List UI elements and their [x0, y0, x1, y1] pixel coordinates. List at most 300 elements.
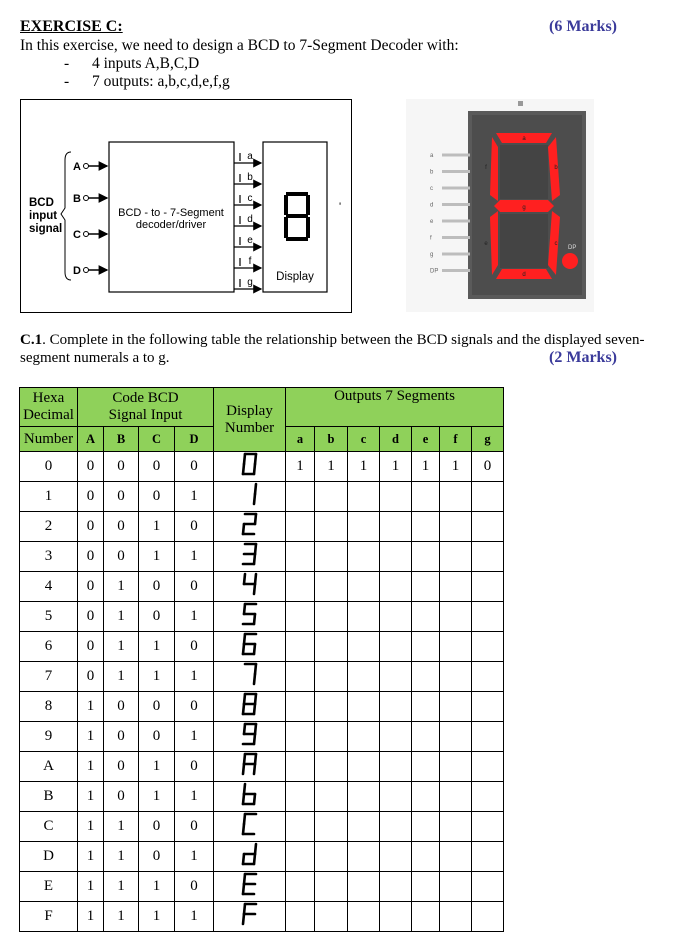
glyph-segment-f: [244, 784, 245, 794]
output-cell[interactable]: [315, 512, 348, 542]
output-cell[interactable]: 0: [472, 452, 504, 482]
segment-col-c: c: [348, 427, 380, 452]
input-cell: 1: [78, 782, 104, 812]
glyph-segment-c: [254, 494, 255, 504]
hex-cell: 6: [20, 632, 78, 662]
svg-text:C: C: [73, 229, 81, 241]
input-cell: 0: [139, 692, 175, 722]
input-cell: 0: [104, 482, 139, 512]
input-cell: 0: [78, 512, 104, 542]
input-c: [73, 229, 107, 241]
glyph-segment-f: [244, 814, 245, 824]
hex-header-line1: Hexa: [32, 390, 65, 406]
output-cell[interactable]: [380, 482, 412, 512]
output-cell[interactable]: [348, 602, 380, 632]
output-cell[interactable]: [286, 782, 315, 812]
display-cell: [214, 782, 286, 812]
glyph-segment-e: [243, 824, 244, 834]
decoder-label-line2: decoder/driver: [135, 219, 207, 231]
output-cell[interactable]: [472, 812, 504, 842]
output-cell[interactable]: 1: [412, 452, 440, 482]
side-label-line3: signal: [29, 223, 63, 235]
output-cell[interactable]: [348, 752, 380, 782]
input-cell: 1: [175, 902, 214, 932]
hex-cell: 5: [20, 602, 78, 632]
code-header: [78, 388, 214, 427]
glyph-segment-c: [254, 734, 255, 744]
output-cell[interactable]: [380, 752, 412, 782]
table-row: [20, 722, 504, 752]
input-cell: 1: [175, 662, 214, 692]
output-cell[interactable]: [315, 572, 348, 602]
input-cell: 0: [104, 722, 139, 752]
decoder-diagram-svg: [21, 100, 350, 311]
input-cell: 1: [175, 542, 214, 572]
input-cell: 0: [78, 602, 104, 632]
output-label-b: b: [247, 172, 253, 183]
output-cell[interactable]: [440, 842, 472, 872]
display-glyph-2-icon: [239, 512, 261, 536]
output-cell[interactable]: [440, 512, 472, 542]
svg-text:B: B: [73, 193, 81, 205]
output-cell[interactable]: [315, 602, 348, 632]
output-cell[interactable]: [440, 902, 472, 932]
requirement-inputs: - 4 inputs A,B,C,D: [64, 55, 230, 73]
output-cell[interactable]: [412, 812, 440, 842]
glyph-segment-f: [244, 604, 245, 614]
input-cell: 1: [104, 632, 139, 662]
led-pin-label: DP: [430, 268, 439, 275]
hex-cell: A: [20, 752, 78, 782]
output-cell[interactable]: [348, 722, 380, 752]
input-cell: 0: [139, 452, 175, 482]
segment-col-f: f: [440, 427, 472, 452]
input-brace: [61, 152, 71, 280]
input-cell: 0: [78, 482, 104, 512]
output-cell[interactable]: [412, 752, 440, 782]
requirement-outputs: - 7 outputs: a,b,c,d,e,f,g: [64, 73, 230, 91]
output-cell[interactable]: [380, 842, 412, 872]
input-cell: 1: [78, 692, 104, 722]
led-segment-label-c: c: [554, 241, 558, 247]
input-cell: 0: [104, 452, 139, 482]
table-row: [20, 902, 504, 932]
input-cell: 0: [139, 602, 175, 632]
led-pin-label: f: [430, 235, 432, 242]
output-cell[interactable]: [380, 512, 412, 542]
output-cell[interactable]: [412, 632, 440, 662]
led-pin-f: [442, 236, 470, 239]
glyph-segment-c: [254, 674, 255, 684]
output-cell[interactable]: [380, 602, 412, 632]
input-cell: 0: [139, 842, 175, 872]
display-cell: [214, 842, 286, 872]
input-cell: 0: [175, 452, 214, 482]
output-cell[interactable]: [380, 692, 412, 722]
hex-cell: 4: [20, 572, 78, 602]
display-cell: [214, 512, 286, 542]
output-cell[interactable]: 1: [348, 452, 380, 482]
input-cell: 0: [175, 632, 214, 662]
display-cell: [214, 572, 286, 602]
table-row: [20, 602, 504, 632]
glyph-segment-b: [255, 574, 256, 584]
output-cell[interactable]: [348, 632, 380, 662]
input-cell: 0: [78, 632, 104, 662]
output-cell[interactable]: [472, 872, 504, 902]
input-cell: 0: [139, 572, 175, 602]
glyph-segment-b: [255, 844, 256, 854]
output-cell[interactable]: [412, 542, 440, 572]
glyph-segment-f: [244, 724, 245, 734]
led-pin-label: e: [430, 219, 434, 225]
input-cell: 0: [104, 782, 139, 812]
output-cell[interactable]: [412, 782, 440, 812]
output-cell[interactable]: [286, 842, 315, 872]
output-cell[interactable]: [440, 572, 472, 602]
led-segment-label-b: b: [554, 165, 558, 171]
input-cell: 1: [78, 752, 104, 782]
input-cell: 0: [104, 542, 139, 572]
input-cell: 1: [139, 782, 175, 812]
input-col-c: C: [139, 427, 175, 452]
output-label-e: e: [247, 235, 253, 246]
output-cell[interactable]: [440, 482, 472, 512]
output-cell[interactable]: [440, 722, 472, 752]
output-cell[interactable]: 1: [286, 452, 315, 482]
output-cell[interactable]: [315, 482, 348, 512]
input-cell: 0: [139, 482, 175, 512]
display-glyph-8-icon: [239, 692, 261, 716]
output-cell[interactable]: [412, 872, 440, 902]
output-label-g: g: [247, 277, 253, 288]
hex-cell: 3: [20, 542, 78, 572]
segment-col-a: a: [286, 427, 315, 452]
output-cell[interactable]: [286, 482, 315, 512]
display-cell: [214, 722, 286, 752]
intro-text: In this exercise, we need to design a BCD to 7-Segment Decoder with:: [20, 37, 459, 54]
output-cell[interactable]: [412, 722, 440, 752]
led-pin-label: b: [430, 169, 434, 176]
hex-cell: 7: [20, 662, 78, 692]
glyph-segment-e: [243, 524, 244, 534]
segment-col-e: e: [412, 427, 440, 452]
output-cell[interactable]: [348, 572, 380, 602]
table-row: [20, 632, 504, 662]
hex-cell: 0: [20, 452, 78, 482]
svg-text:D: D: [73, 265, 81, 277]
output-cell[interactable]: [315, 782, 348, 812]
table-row: [20, 662, 504, 692]
output-cell[interactable]: [348, 542, 380, 572]
output-cell[interactable]: [412, 512, 440, 542]
output-cell[interactable]: [472, 632, 504, 662]
table-row: [20, 542, 504, 572]
output-cell[interactable]: 1: [440, 452, 472, 482]
output-cell[interactable]: 1: [315, 452, 348, 482]
glyph-segment-f: [244, 634, 245, 644]
output-cell[interactable]: [412, 602, 440, 632]
input-cell: 0: [139, 722, 175, 752]
output-cell[interactable]: [472, 572, 504, 602]
input-cell: 1: [175, 482, 214, 512]
hex-cell: 9: [20, 722, 78, 752]
glyph-segment-f: [244, 454, 245, 464]
input-cell: 0: [175, 812, 214, 842]
output-cell[interactable]: [412, 662, 440, 692]
output-cell[interactable]: [380, 632, 412, 662]
hex-header-number: Number: [20, 427, 78, 452]
output-cell[interactable]: [440, 812, 472, 842]
hex-cell: 1: [20, 482, 78, 512]
exercise-title: EXERCISE C:: [20, 18, 123, 35]
output-cell[interactable]: [315, 662, 348, 692]
led-segment-label-d: d: [522, 272, 526, 278]
output-cell[interactable]: [286, 662, 315, 692]
output-cell[interactable]: [472, 482, 504, 512]
input-cell: 0: [175, 692, 214, 722]
output-cell[interactable]: 1: [380, 452, 412, 482]
display-cell: [214, 662, 286, 692]
glyph-segment-c: [254, 704, 255, 714]
led-photo-svg: [406, 99, 594, 312]
output-cell[interactable]: [315, 722, 348, 752]
glyph-segment-e: [243, 884, 244, 894]
output-cell[interactable]: [472, 662, 504, 692]
requirements-list: [64, 55, 230, 91]
output-cell[interactable]: [472, 722, 504, 752]
input-cell: 1: [78, 812, 104, 842]
output-cell[interactable]: [440, 752, 472, 782]
hex-cell: E: [20, 872, 78, 902]
output-label-d: d: [247, 214, 253, 225]
code-header-line2: Signal Input: [108, 407, 183, 423]
output-cell[interactable]: [348, 782, 380, 812]
output-cell[interactable]: [380, 872, 412, 902]
output-cell[interactable]: [286, 872, 315, 902]
output-cell[interactable]: [380, 572, 412, 602]
output-cell[interactable]: [412, 482, 440, 512]
glyph-segment-e: [243, 464, 244, 474]
input-a: [73, 161, 107, 173]
output-cell[interactable]: [315, 632, 348, 662]
output-cell[interactable]: [286, 512, 315, 542]
segment-col-d: d: [380, 427, 412, 452]
input-cell: 1: [104, 602, 139, 632]
hex-cell: 2: [20, 512, 78, 542]
input-cell: 1: [78, 722, 104, 752]
input-cell: 0: [78, 452, 104, 482]
glyph-segment-b: [255, 544, 256, 554]
decoder-block-diagram: [20, 99, 352, 313]
output-cell[interactable]: [348, 872, 380, 902]
output-cell[interactable]: [348, 812, 380, 842]
input-cell: 0: [78, 572, 104, 602]
table-row: [20, 692, 504, 722]
display-glyph-4-icon: [239, 572, 261, 596]
output-cell[interactable]: [412, 572, 440, 602]
decoder-label-line1: BCD - to - 7-Segment: [118, 207, 224, 219]
question-marks: (2 Marks): [549, 349, 617, 366]
output-cell[interactable]: [286, 692, 315, 722]
seven-segment-led-photo: [406, 99, 594, 312]
output-cell[interactable]: [380, 662, 412, 692]
led-pin-c: [442, 187, 470, 190]
output-cell[interactable]: [315, 542, 348, 572]
input-cell: 1: [78, 902, 104, 932]
display-cell: [214, 602, 286, 632]
output-cell[interactable]: [412, 902, 440, 932]
output-cell[interactable]: [315, 692, 348, 722]
output-cell[interactable]: [286, 752, 315, 782]
led-pin-g: [442, 253, 470, 256]
output-cell[interactable]: [440, 782, 472, 812]
hex-cell: B: [20, 782, 78, 812]
output-cell[interactable]: [380, 722, 412, 752]
led-pin-dp: [442, 269, 470, 272]
input-cell: 1: [139, 872, 175, 902]
output-cell[interactable]: [440, 692, 472, 722]
output-cell[interactable]: [440, 872, 472, 902]
input-col-b: B: [104, 427, 139, 452]
output-cell[interactable]: [315, 842, 348, 872]
display-label: Display: [276, 271, 314, 283]
input-cell: 0: [175, 752, 214, 782]
led-pin-label: g: [430, 252, 434, 258]
output-cell[interactable]: [440, 632, 472, 662]
side-label-line2: input: [29, 210, 58, 222]
output-cell[interactable]: [348, 512, 380, 542]
output-cell[interactable]: [286, 722, 315, 752]
output-cell[interactable]: [472, 842, 504, 872]
output-cell[interactable]: [440, 602, 472, 632]
display-glyph-6-icon: [239, 632, 261, 656]
led-pin-a: [442, 154, 470, 157]
display-cell: [214, 632, 286, 662]
led-pin-d: [442, 203, 470, 206]
glyph-segment-c: [254, 614, 255, 624]
display-cell: [214, 692, 286, 722]
led-pin-b: [442, 170, 470, 173]
glyph-segment-f: [244, 754, 245, 764]
output-cell[interactable]: [286, 542, 315, 572]
led-dp-dot: [562, 253, 578, 269]
output-cell[interactable]: [440, 662, 472, 692]
display-header-line1: Display: [226, 402, 273, 419]
input-cell: 1: [175, 602, 214, 632]
output-cell[interactable]: [380, 812, 412, 842]
output-cell[interactable]: [348, 902, 380, 932]
led-pin-label: c: [430, 186, 433, 192]
output-cell[interactable]: [315, 902, 348, 932]
output-label-c: c: [247, 193, 253, 204]
output-cell[interactable]: [348, 692, 380, 722]
output-cell[interactable]: [380, 902, 412, 932]
input-cell: 1: [139, 512, 175, 542]
glyph-segment-f: [244, 874, 245, 884]
hex-cell: C: [20, 812, 78, 842]
output-cell[interactable]: [348, 482, 380, 512]
glyph-segment-f: [244, 904, 245, 914]
display-glyph-e-icon: [239, 872, 261, 896]
display-glyph-5-icon: [239, 602, 261, 626]
hex-header-line2: Decimal: [23, 407, 74, 423]
display-header-line2: Number: [224, 419, 275, 436]
output-cell[interactable]: [472, 902, 504, 932]
input-b: [73, 193, 107, 205]
glyph-segment-b: [255, 454, 256, 464]
output-cell[interactable]: [286, 902, 315, 932]
display-glyph-3-icon: [239, 542, 261, 566]
glyph-segment-f: [244, 574, 245, 584]
display-glyph-1-icon: [239, 482, 261, 506]
table-row: [20, 452, 504, 482]
input-cell: 1: [139, 542, 175, 572]
hex-cell: F: [20, 902, 78, 932]
input-cell: 1: [175, 722, 214, 752]
display-glyph-c-icon: [239, 812, 261, 836]
output-cell[interactable]: [286, 812, 315, 842]
glyph-segment-e: [243, 794, 244, 804]
output-cell[interactable]: [286, 632, 315, 662]
input-cell: 0: [104, 512, 139, 542]
input-cell: 1: [139, 632, 175, 662]
output-cell[interactable]: [472, 542, 504, 572]
input-cell: 0: [78, 662, 104, 692]
display-cell: [214, 752, 286, 782]
display-glyph-a-icon: [239, 752, 261, 776]
output-label-a: a: [247, 151, 253, 162]
glyph-segment-b: [255, 754, 256, 764]
display-cell: [214, 872, 286, 902]
led-segment-label-e: e: [484, 241, 488, 247]
table-row: [20, 812, 504, 842]
led-segment-label-g: g: [522, 205, 526, 211]
output-cell[interactable]: [348, 842, 380, 872]
output-cell[interactable]: [412, 692, 440, 722]
outputs-header: Outputs 7 Segments: [286, 388, 504, 427]
output-cell[interactable]: [380, 782, 412, 812]
display-cell: [214, 542, 286, 572]
input-cell: 1: [104, 662, 139, 692]
display-cell: [214, 812, 286, 842]
glyph-segment-b: [255, 724, 256, 734]
output-cell[interactable]: [380, 542, 412, 572]
led-window-bottom: [500, 214, 548, 268]
output-cell[interactable]: [315, 872, 348, 902]
output-cell[interactable]: [412, 842, 440, 872]
output-cell[interactable]: [472, 752, 504, 782]
segment-col-g: g: [472, 427, 504, 452]
output-cell[interactable]: [472, 692, 504, 722]
output-cell[interactable]: [286, 572, 315, 602]
output-cell[interactable]: [315, 812, 348, 842]
table-row: [20, 482, 504, 512]
output-cell[interactable]: [348, 662, 380, 692]
input-cell: 1: [78, 872, 104, 902]
input-cell: 0: [139, 812, 175, 842]
output-cell[interactable]: [440, 542, 472, 572]
output-cell[interactable]: [315, 752, 348, 782]
output-cell[interactable]: [286, 602, 315, 632]
output-cell[interactable]: [472, 602, 504, 632]
hex-cell: 8: [20, 692, 78, 722]
output-cell[interactable]: [472, 782, 504, 812]
glyph-segment-f: [244, 694, 245, 704]
svg-text:A: A: [73, 161, 81, 173]
glyph-segment-b: [255, 514, 256, 524]
output-cell[interactable]: [472, 512, 504, 542]
